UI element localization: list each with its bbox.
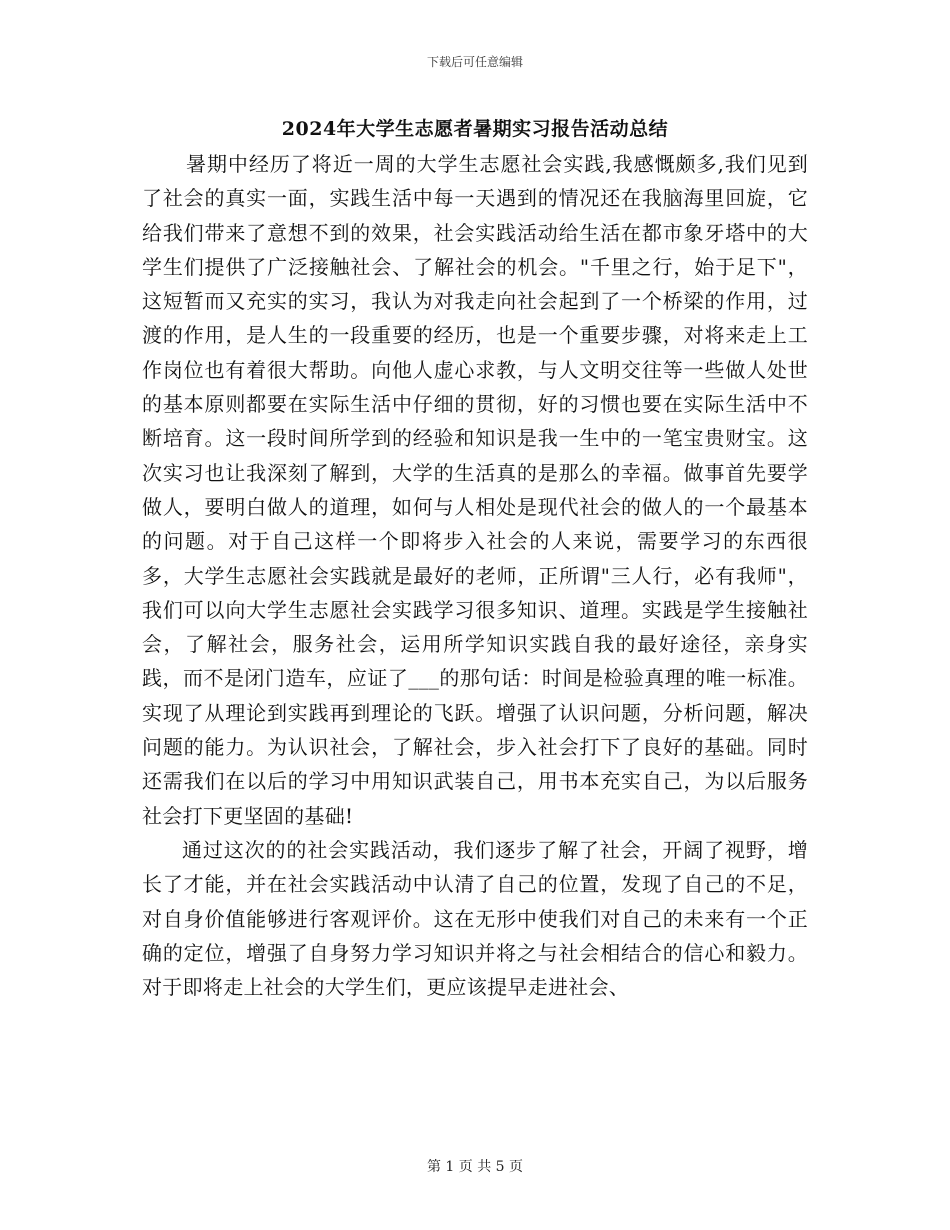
document-title: 2024年大学生志愿者暑期实习报告活动总结	[281, 118, 669, 140]
paragraph-2: 通过这次的的社会实践活动，我们逐步了解了社会，开阔了视野，增长了才能，并在社会实践活动中认清了自己的位置，发现了自己的不足，对自身价值能够进行客观评价。这在无形中使我们对自己的未来有一个正确的定位，增强了自身努力学习知识并将之与社会相结合的信心和毅力。对于即将走上社会的大学生们，更应该提早走进社会、	[142, 837, 808, 1000]
page-header-note: 下载后可任意编辑	[426, 55, 523, 69]
page-number-indicator: 第 1 页 共 5 页	[426, 1159, 524, 1175]
document-body	[142, 147, 808, 1004]
paragraph-1: 暑期中经历了将近一周的大学生志愿社会实践,我感慨颇多,我们见到了社会的真实一面，实践生活中每一天遇到的情况还在我脑海里回旋，它给我们带来了意想不到的效果，社会实践活动给生活在都市象牙塔中的大学生们提供了广泛接触社会、了解社会的机会。"千里之行，始于足下"，这短暂而又充实的实习，我认为对我走向社会起到了一个桥梁的作用，过渡的作用，是人生的一段重要的经历，也是一个重要步骤，对将来走上工作岗位也有着很大帮助。向他人虚心求教，与人文明交往等一些做人处世的基本原则都要在实际生活中仔细的贯彻，好的习惯也要在实际生活中不断培育。这一段时间所学到的经验和知识是我一生中的一笔宝贵财宝。这次实习也让我深刻了解到，大学的生活真的是那么的幸福。做事首先要学做人，要明白做人的道理，如何与人相处是现代社会的做人的一个最基本的问题。对于自己这样一个即将步入社会的人来说，需要学习的东西很多，大学生志愿社会实践就是最好的老师，正所谓"三人行，必有我师"，我们可以向大学生志愿社会实践学习很多知识、道理。实践是学生接触社会，了解社会，服务社会，运用所学知识实践自我的最好途径，亲身实践，而不是闭门造车，应证了___的那句话：时间是检验真理的唯一标准。实现了从理论到实践再到理论的飞跃。增强了认识问题，分析问题，解决问题的能力。为认识社会，了解社会，步入社会打下了良好的基础。同时还需我们在以后的学习中用知识武装自己，用书本充实自己，为以后服务社会打下更坚固的基础!	[142, 152, 808, 828]
